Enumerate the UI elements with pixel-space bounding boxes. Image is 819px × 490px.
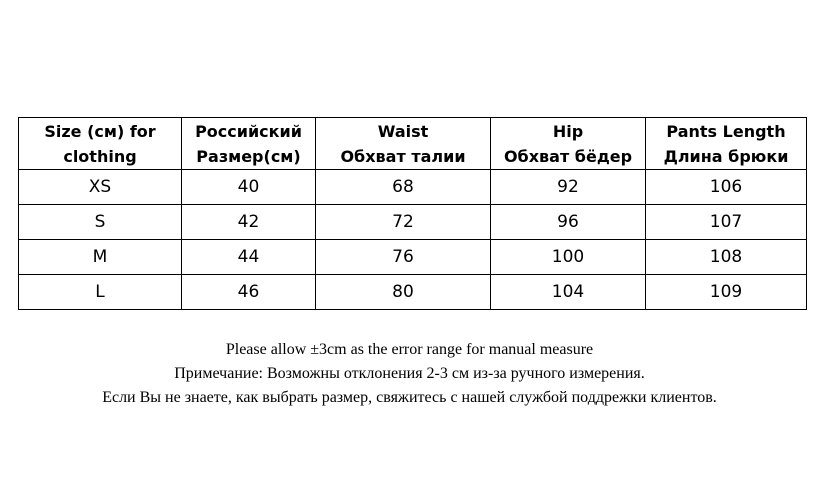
measurement-notes	[0, 338, 819, 410]
cell-size: L	[19, 275, 182, 310]
size-chart-table	[18, 117, 807, 310]
note-contact-support: Если Вы не знаете, как выбрать размер, свяжитесь с нашей службой поддрежки клиентов.	[102, 389, 717, 406]
note-error-range-ru: Примечание: Возможны отклонения 2-3 см из-за ручного измерения.	[174, 365, 645, 382]
header-pants-length: Pants Length Длина брюки	[646, 118, 807, 170]
note-error-range-en: Please allow ±3cm as the error range for manual measure	[225, 341, 594, 358]
cell-pants-length: 106	[646, 170, 807, 205]
header-size: Size (см) for clothing	[19, 118, 182, 170]
cell-waist: 76	[316, 240, 491, 275]
cell-waist: 72	[316, 205, 491, 240]
cell-russian-size: 40	[182, 170, 316, 205]
cell-russian-size: 42	[182, 205, 316, 240]
cell-russian-size: 44	[182, 240, 316, 275]
cell-size: S	[19, 205, 182, 240]
cell-hip: 92	[491, 170, 646, 205]
cell-pants-length: 107	[646, 205, 807, 240]
table-header-row	[19, 118, 807, 170]
cell-waist: 68	[316, 170, 491, 205]
cell-pants-length: 108	[646, 240, 807, 275]
cell-pants-length: 109	[646, 275, 807, 310]
header-russian-size: Российский Размер(см)	[182, 118, 316, 170]
cell-hip: 100	[491, 240, 646, 275]
table-row	[19, 205, 807, 240]
cell-waist: 80	[316, 275, 491, 310]
header-hip: Hip Обхват бёдер	[491, 118, 646, 170]
cell-hip: 104	[491, 275, 646, 310]
table-row	[19, 170, 807, 205]
cell-russian-size: 46	[182, 275, 316, 310]
cell-size: M	[19, 240, 182, 275]
cell-hip: 96	[491, 205, 646, 240]
header-waist: Waist Обхват талии	[316, 118, 491, 170]
table-row	[19, 275, 807, 310]
cell-size: XS	[19, 170, 182, 205]
table-row	[19, 240, 807, 275]
